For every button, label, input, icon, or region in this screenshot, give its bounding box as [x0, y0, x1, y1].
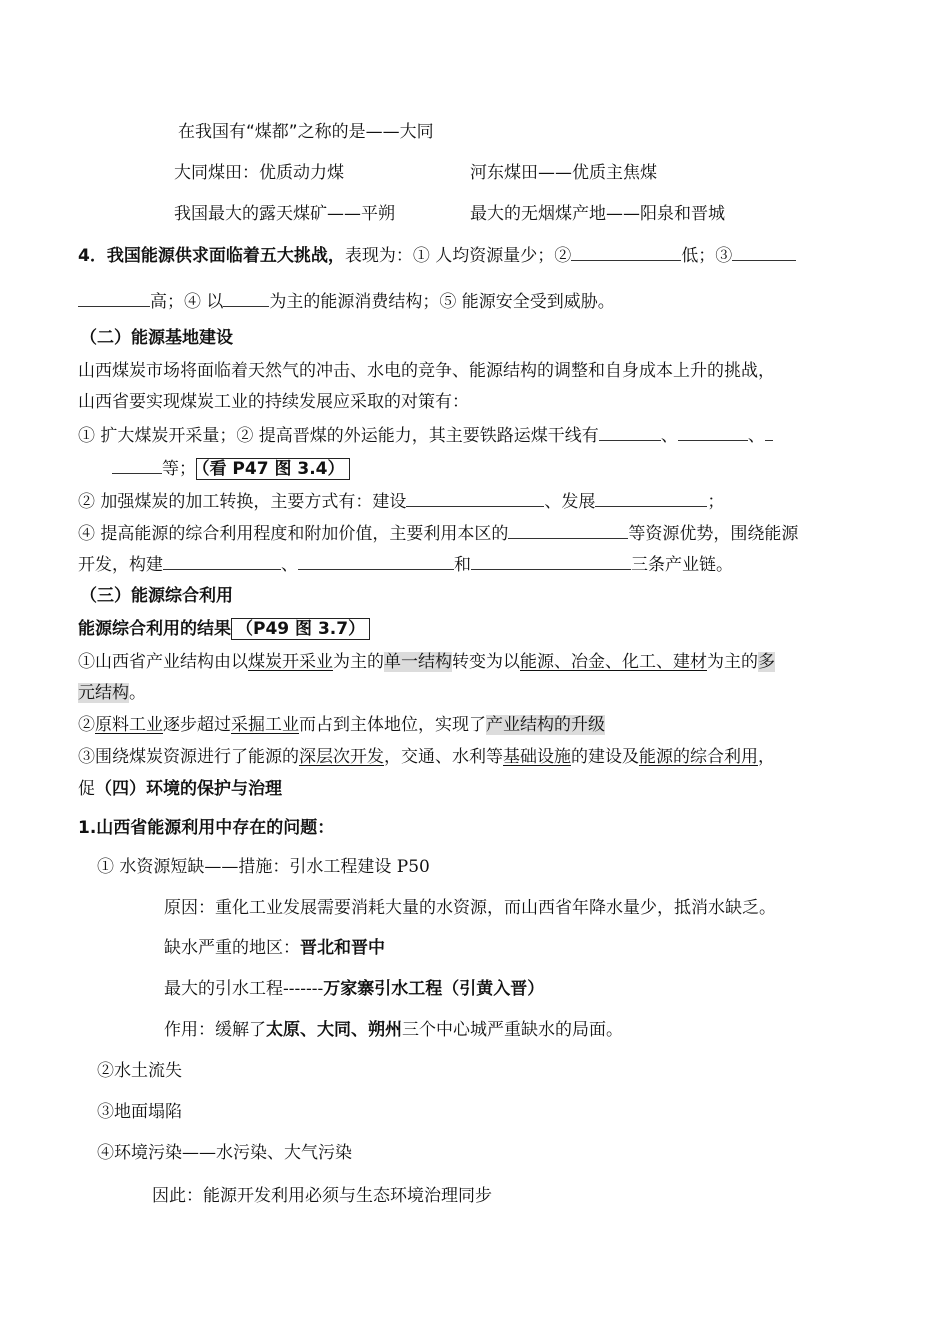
q4-line-2: 高；④ 以 为主的能源消费结构；⑤ 能源安全受到威胁。 [78, 290, 615, 313]
result-3: ③围绕煤炭资源进行了能源的深层次开发，交通、水利等基础设施的建设及能源的综合利用， [78, 747, 775, 767]
section-3-heading: （三）能源综合利用 [80, 586, 233, 606]
result-2: ②原料工业逐步超过采掘工业而占到主体地位，实现了产业结构的升级 [78, 715, 605, 735]
result-1: ①山西省产业结构由以煤炭开采业为主的单一结构转变为以能源、冶金、化工、建材为主的多 [78, 652, 775, 672]
sec2-para-1: 山西煤炭市场将面临着天然气的冲击、水电的竞争、能源结构的调整和自身成本上升的挑战， [78, 361, 775, 381]
problem-1-region: 缺水严重的地区：晋北和晋中 [164, 938, 385, 958]
blank-field[interactable] [223, 290, 269, 307]
blank-field[interactable] [78, 290, 150, 307]
blank-field[interactable] [732, 244, 796, 261]
blank-field[interactable] [678, 424, 748, 441]
problem-2: ②水土流失 [97, 1061, 182, 1081]
blank-field[interactable] [765, 424, 773, 441]
problem-3: ③地面塌陷 [97, 1102, 182, 1122]
sec2-item-1-cont: 等； （看 P47 图 3.4） [112, 457, 350, 480]
figure-ref-p47: （看 P47 图 3.4） [196, 458, 350, 480]
conclusion: 因此：能源开发利用必须与生态环境治理同步 [152, 1186, 492, 1206]
section-2-heading: （二）能源基地建设 [80, 328, 233, 348]
sec2-item-4-cont: 开发，构建 、 和 三条产业链。 [78, 555, 733, 575]
problem-4: ④环境污染——水污染、大气污染 [97, 1143, 352, 1163]
sec2-para-2: 山西省要实现煤炭工业的持续发展应采取的对策有： [78, 392, 469, 412]
q4-title: 4．我国能源供求面临着五大挑战， [78, 246, 345, 266]
blank-field[interactable] [599, 424, 661, 441]
blank-field[interactable] [298, 553, 454, 570]
blank-field[interactable] [595, 490, 707, 507]
sec2-item-1: ① 扩大煤炭开采量；② 提高晋煤的外运能力，其主要铁路运煤干线有 、 、 [78, 424, 773, 447]
blank-field[interactable] [406, 490, 544, 507]
problem-1-reason: 原因：重化工业发展需要消耗大量的水资源，而山西省年降水量少，抵消水缺乏。 [164, 898, 776, 918]
line-datong-coalfield: 大同煤田：优质动力煤 [174, 163, 344, 183]
line-anthracite: 最大的无烟煤产地——阳泉和晋城 [470, 204, 725, 224]
blank-field[interactable] [112, 457, 162, 474]
problem-1-effect: 作用：缓解了太原、大同、朔州三个中心城严重缺水的局面。 [164, 1020, 623, 1040]
result-1-cont: 元结构。 [78, 683, 146, 703]
problem-1-project: 最大的引水工程-------万家寨引水工程（引黄入晋） [164, 979, 545, 999]
blank-field[interactable] [471, 553, 631, 570]
section-4-heading: 促（四）环境的保护与治理 [78, 779, 282, 799]
blank-field[interactable] [508, 522, 628, 539]
sec3-subheading: 能源综合利用的结果 （P49 图 3.7） [78, 618, 370, 640]
blank-field[interactable] [571, 244, 681, 261]
figure-ref-p49: （P49 图 3.7） [231, 618, 370, 640]
line-hedong-coalfield: 河东煤田——优质主焦煤 [470, 163, 657, 183]
problem-1: ① 水资源短缺——措施：引水工程建设 P50 [97, 857, 430, 877]
sec2-item-2: ② 加强煤炭的加工转换，主要方式有：建设 、发展 ； [78, 492, 725, 512]
blank-field[interactable] [163, 553, 281, 570]
problems-heading: 1.山西省能源利用中存在的问题： [78, 818, 335, 838]
line-coal-capital: 在我国有“煤都”之称的是——大同 [178, 122, 434, 142]
line-pingshuo: 我国最大的露天煤矿——平朔 [174, 204, 395, 224]
sec2-item-4: ④ 提高能源的综合利用程度和附加价值，主要利用本区的 等资源优势，围绕能源 [78, 524, 799, 544]
q4-line-1: 4．我国能源供求面临着五大挑战，表现为：① 人均资源量少；② 低；③ [78, 244, 796, 267]
